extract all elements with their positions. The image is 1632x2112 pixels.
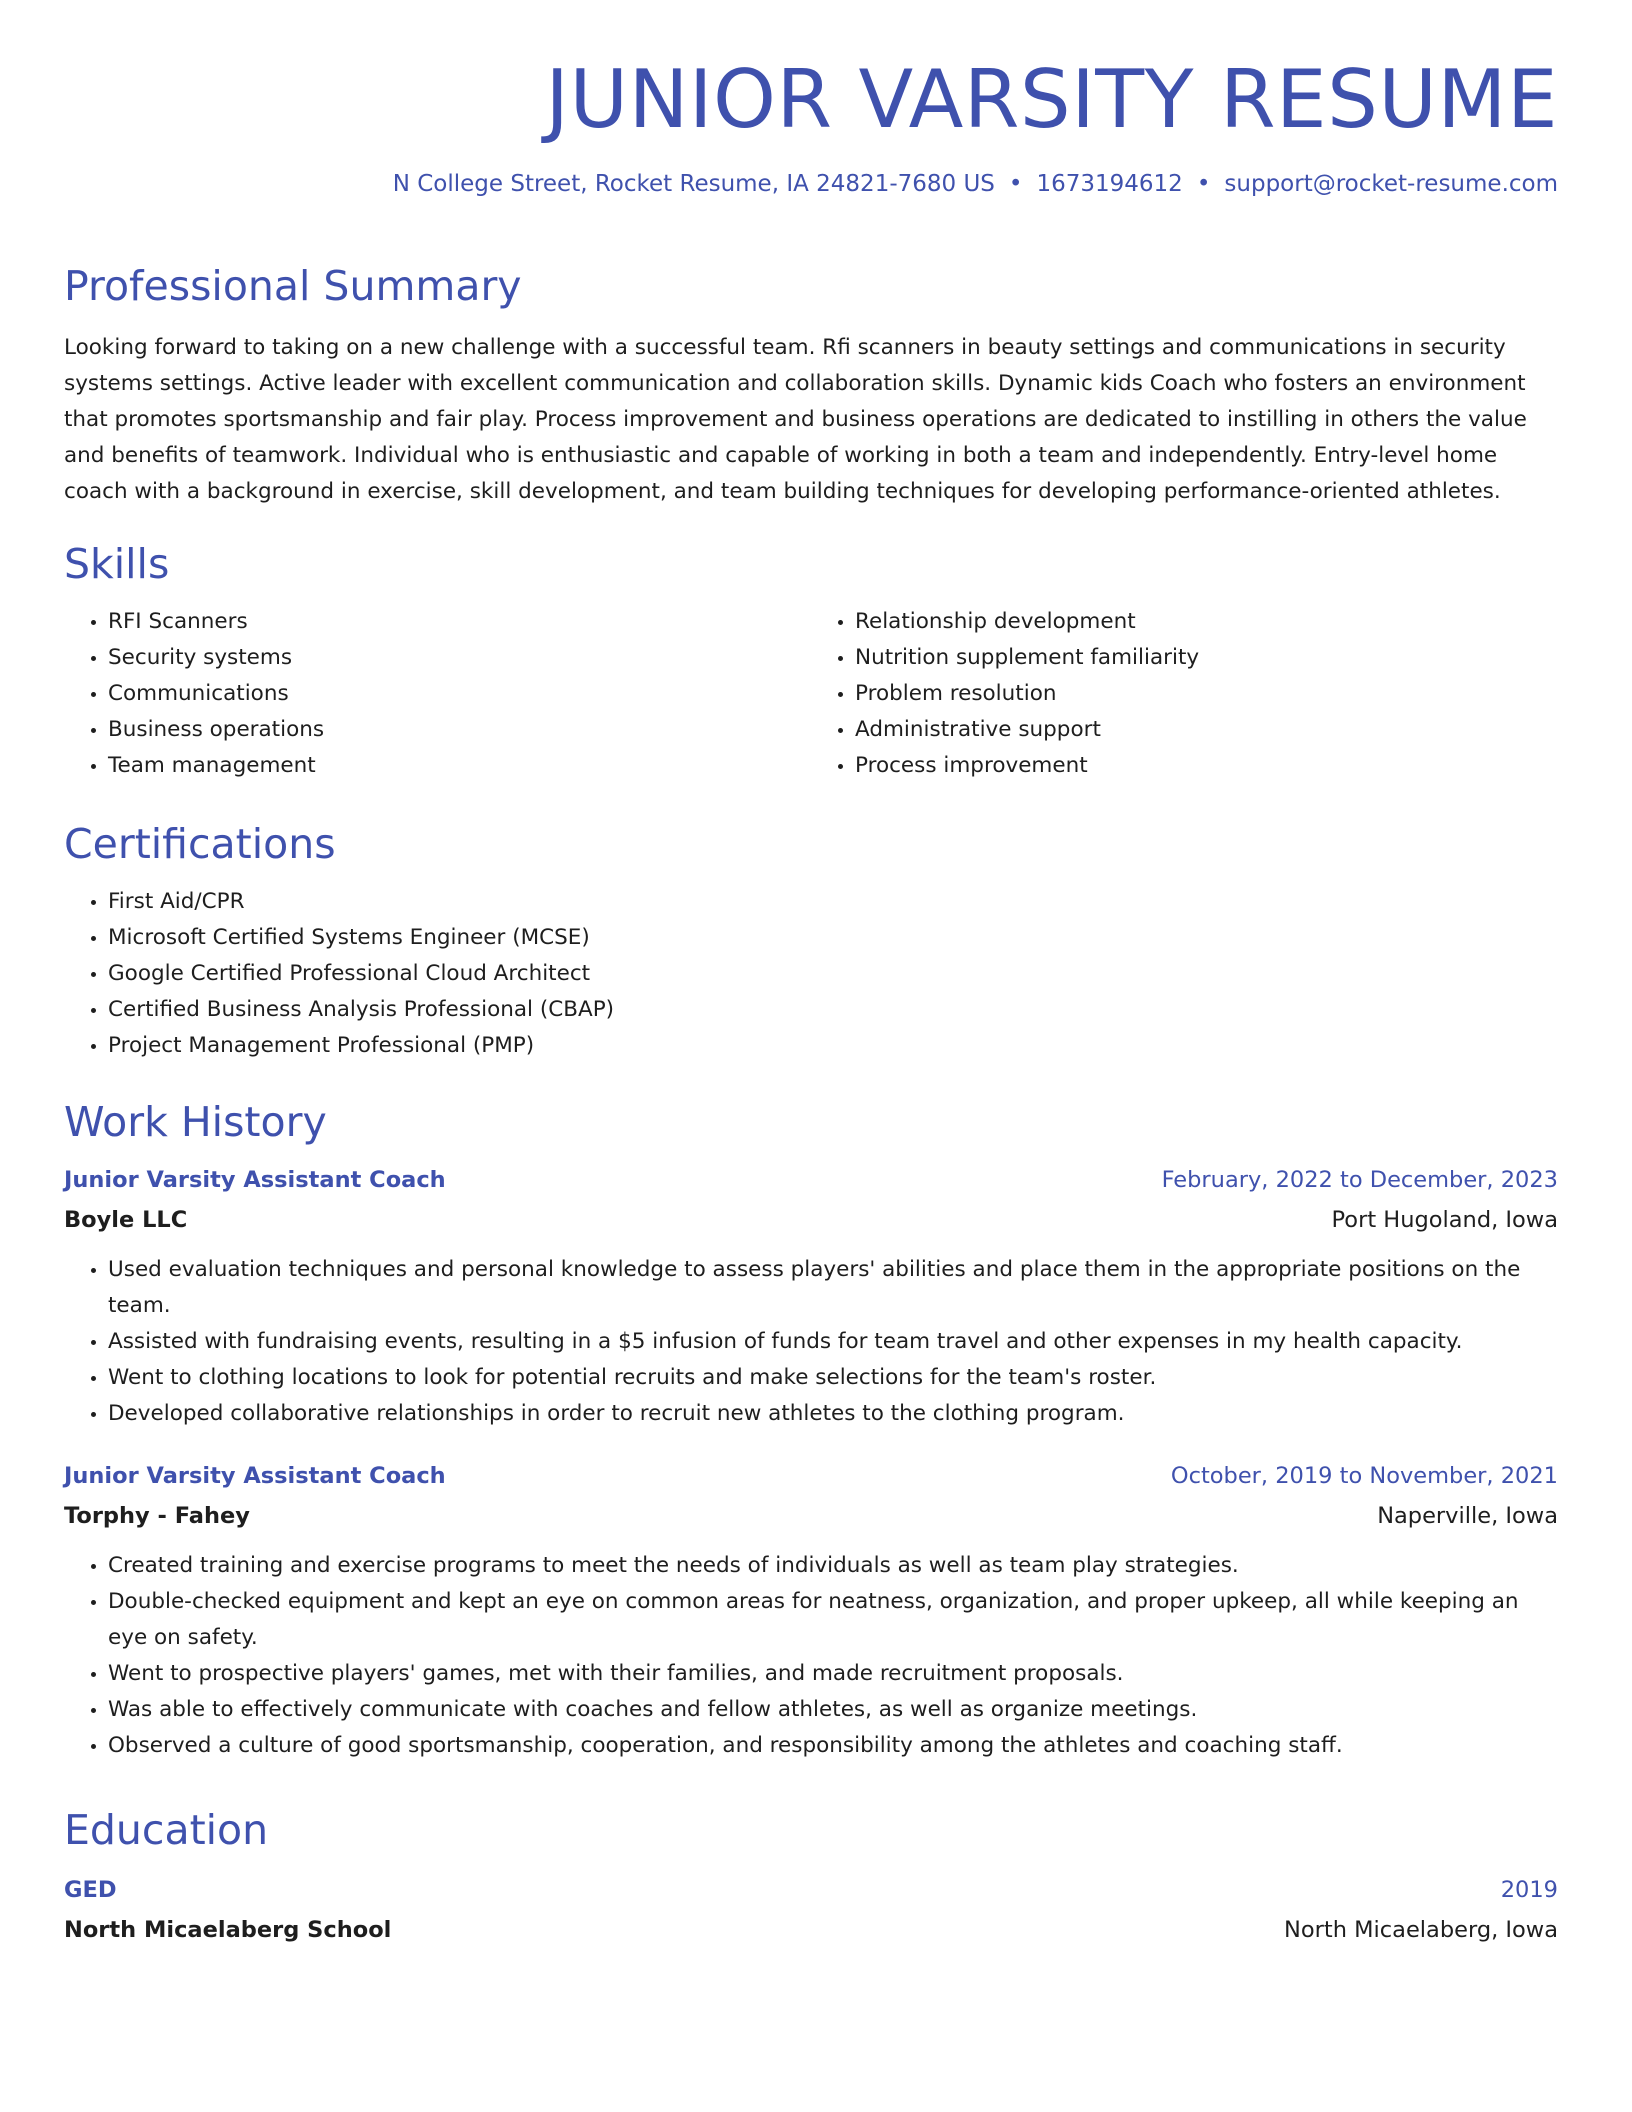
skills-column-left xyxy=(64,604,811,784)
skill-item: • Team management xyxy=(108,748,811,784)
skill-item: • Nutrition supplement familiarity xyxy=(855,640,1558,676)
contact-email: support@rocket-resume.com xyxy=(1224,171,1558,197)
certifications-list xyxy=(64,884,1558,1064)
job-bullets xyxy=(64,1252,1558,1432)
skill-item: • Security systems xyxy=(108,640,811,676)
certifications-heading: Certifications xyxy=(64,820,336,868)
education-section xyxy=(64,1804,1558,1950)
job-bullet: • Was able to effectively communicate with coaches and fellow athletes, as well as organize meetings. xyxy=(108,1692,1558,1728)
skill-item: • RFI Scanners xyxy=(108,604,811,640)
job-title-row xyxy=(64,1160,1558,1200)
education-school-row xyxy=(64,1910,1558,1950)
work-history-section xyxy=(64,1096,1558,1764)
education-degree-row xyxy=(64,1870,1558,1910)
contact-separator: • xyxy=(1008,171,1023,197)
certification-item: • Project Management Professional (PMP) xyxy=(108,1028,1558,1064)
job-title: Junior Varsity Assistant Coach xyxy=(64,1167,446,1193)
skills-columns xyxy=(64,604,1558,784)
skill-item: • Relationship development xyxy=(855,604,1558,640)
resume-page xyxy=(64,52,1558,1943)
job-bullet: • Assisted with fundraising events, resulting in a $5 infusion of funds for team travel and other expenses in my health capacity. xyxy=(108,1324,1558,1360)
job-bullet: • Developed collaborative relationships in order to recruit new athletes to the clothing program. xyxy=(108,1396,1558,1432)
education-entry xyxy=(64,1870,1558,1950)
job-bullet: • Went to prospective players' games, met with their families, and made recruitment proposals. xyxy=(108,1656,1558,1692)
summary-heading: Professional Summary xyxy=(64,262,522,310)
skills-column-right xyxy=(811,604,1558,784)
education-location: North Micaelaberg, Iowa xyxy=(1284,1917,1558,1943)
job-bullet: • Used evaluation techniques and personal knowledge to assess players' abilities and place them in the appropriate positions on the team. xyxy=(108,1252,1558,1324)
resume-title: JUNIOR VARSITY RESUME xyxy=(545,53,1558,146)
job-company: Boyle LLC xyxy=(64,1207,188,1233)
education-heading: Education xyxy=(64,1806,269,1854)
job-bullet: • Went to clothing locations to look for potential recruits and make selections for the team's roster. xyxy=(108,1360,1558,1396)
certification-item: • Google Certified Professional Cloud Architect xyxy=(108,956,1558,992)
certification-item: • Microsoft Certified Systems Engineer (MCSE) xyxy=(108,920,1558,956)
job-bullets xyxy=(64,1548,1558,1764)
education-school: North Micaelaberg School xyxy=(64,1917,392,1943)
certification-item: • Certified Business Analysis Professional (CBAP) xyxy=(108,992,1558,1028)
job-location: Port Hugoland, Iowa xyxy=(1331,1207,1558,1233)
job-company-row xyxy=(64,1496,1558,1536)
contact-line xyxy=(64,168,1558,200)
contact-separator: • xyxy=(1196,171,1211,197)
skill-item: • Administrative support xyxy=(855,712,1558,748)
certification-item: • First Aid/CPR xyxy=(108,884,1558,920)
job-bullet: • Observed a culture of good sportsmanship, cooperation, and responsibility among the athletes and coaching staff. xyxy=(108,1728,1558,1764)
job-dates: October, 2019 to November, 2021 xyxy=(1170,1463,1558,1489)
job-bullet: • Double-checked equipment and kept an eye on common areas for neatness, organization, and proper upkeep, all while keeping an eye on safety. xyxy=(108,1584,1558,1656)
skill-item: • Process improvement xyxy=(855,748,1558,784)
skill-item: • Business operations xyxy=(108,712,811,748)
job-location: Naperville, Iowa xyxy=(1377,1503,1558,1529)
job-entry xyxy=(64,1160,1558,1432)
work-history-heading: Work History xyxy=(64,1098,327,1146)
contact-phone: 1673194612 xyxy=(1036,171,1183,197)
skill-item: • Problem resolution xyxy=(855,676,1558,712)
job-dates: February, 2022 to December, 2023 xyxy=(1161,1167,1558,1193)
skills-heading: Skills xyxy=(64,540,170,588)
skill-item: • Communications xyxy=(108,676,811,712)
job-title: Junior Varsity Assistant Coach xyxy=(64,1463,446,1489)
skills-list-right xyxy=(811,604,1558,784)
summary-section xyxy=(64,260,1558,510)
job-title-row xyxy=(64,1456,1558,1496)
job-bullet: • Created training and exercise programs to meet the needs of individuals as well as team play strategies. xyxy=(108,1548,1558,1584)
education-year: 2019 xyxy=(1500,1877,1558,1903)
job-company-row xyxy=(64,1200,1558,1240)
skills-list-left xyxy=(64,604,811,784)
skills-section xyxy=(64,538,1558,784)
job-entry xyxy=(64,1456,1558,1764)
job-company: Torphy - Fahey xyxy=(64,1503,250,1529)
certifications-section xyxy=(64,818,1558,1064)
contact-address: N College Street, Rocket Resume, IA 24821-7680 US xyxy=(392,171,995,197)
summary-text: Looking forward to taking on a new challenge with a successful team. Rfi scanners in beauty settings and communications in security systems settings. Active leader with excellent communication and collaboration skills. Dynamic kids Coach who fosters an environment that promotes sportsmanship and fair play. Process improvement and business operations are dedicated to instilling in others the value and benefits of teamwork. Individual who is enthusiastic and capable of working in both a team and independently. Entry-level home coach with a background in exercise, skill development, and team building techniques for developing performance-oriented athletes. xyxy=(64,335,1527,504)
education-degree: GED xyxy=(64,1877,117,1903)
